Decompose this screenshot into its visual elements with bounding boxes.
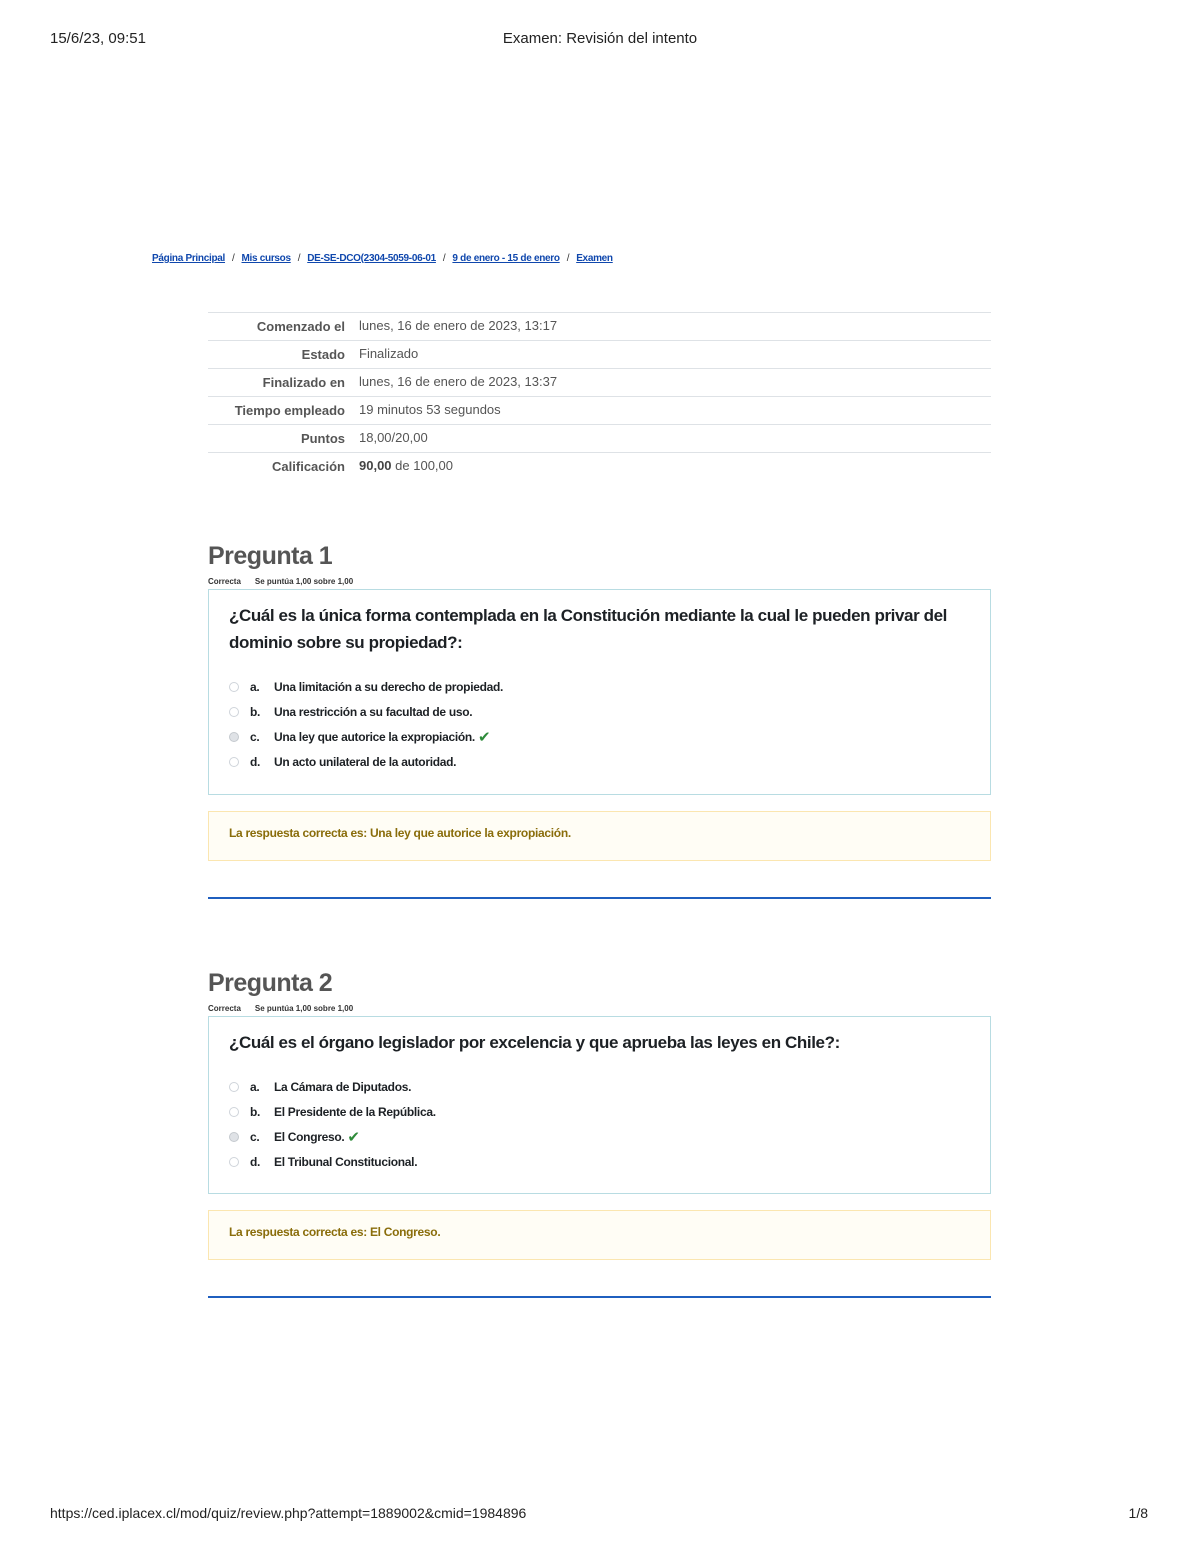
question-status: Correcta	[208, 1004, 241, 1013]
radio-button[interactable]	[229, 682, 239, 692]
radio-button[interactable]	[229, 757, 239, 767]
summary-row-time-taken	[208, 397, 991, 425]
summary-row-state	[208, 341, 991, 369]
question-divider	[208, 897, 991, 899]
breadcrumb-separator: /	[442, 253, 446, 264]
summary-value	[359, 453, 991, 481]
answer-letter: c.	[250, 1129, 260, 1144]
answer-text: Una ley que autorice la expropiación.	[274, 729, 475, 744]
grade-value: 90,00	[359, 458, 392, 473]
radio-button[interactable]	[229, 1157, 239, 1167]
question-info	[208, 1004, 991, 1014]
attempt-summary-table	[208, 312, 991, 480]
question-title: Pregunta 2	[208, 969, 333, 997]
question-text: ¿Cuál es la única forma contemplada en la Constitución mediante la cual le pueden privar del dominio sobre su propiedad?:	[229, 606, 947, 652]
question-box	[208, 589, 991, 795]
correct-answer-feedback: La respuesta correcta es: El Congreso.	[208, 1210, 991, 1260]
print-footer	[50, 1505, 1148, 1525]
answer-letter: b.	[250, 1104, 261, 1119]
answer-letter: a.	[250, 1079, 260, 1094]
answer-text: Un acto unilateral de la autoridad.	[274, 754, 457, 769]
answer-text: El Presidente de la República.	[274, 1104, 436, 1119]
breadcrumb-week-link[interactable]: 9 de enero - 15 de enero	[452, 253, 560, 264]
question-text: ¿Cuál es el órgano legislador por excelencia y que aprueba las leyes en Chile?:	[229, 1033, 840, 1052]
radio-button[interactable]	[229, 707, 239, 717]
summary-label: Estado	[208, 341, 359, 369]
breadcrumb-separator: /	[566, 253, 570, 264]
question-status: Correcta	[208, 577, 241, 586]
breadcrumb-separator: /	[297, 253, 301, 264]
answer-letter: a.	[250, 679, 260, 694]
breadcrumb-course-link[interactable]: DE-SE-DCO(2304-5059-06-01	[307, 253, 436, 264]
summary-label: Finalizado en	[208, 369, 359, 397]
answer-text: Una limitación a su derecho de propiedad.	[274, 679, 504, 694]
radio-button-selected[interactable]	[229, 1132, 239, 1142]
question-2	[208, 969, 991, 1298]
answer-text: Una restricción a su facultad de uso.	[274, 704, 473, 719]
summary-value: lunes, 16 de enero de 2023, 13:37	[359, 369, 991, 397]
breadcrumb	[152, 253, 613, 264]
page-url: https://ced.iplacex.cl/mod/quiz/review.php?attempt=1889002&cmid=1984896	[50, 1505, 527, 1521]
summary-label: Calificación	[208, 453, 359, 481]
question-score: Se puntúa 1,00 sobre 1,00	[254, 1004, 354, 1013]
grade-max: de 100,00	[391, 458, 453, 473]
answer-option-a[interactable]	[229, 674, 970, 699]
answer-text: El Tribunal Constitucional.	[274, 1154, 418, 1169]
breadcrumb-my-courses-link[interactable]: Mis cursos	[241, 253, 291, 264]
print-title: Examen: Revisión del intento	[502, 30, 698, 47]
answer-option-b[interactable]	[229, 1099, 970, 1124]
breadcrumb-separator: /	[232, 253, 235, 264]
answer-option-d[interactable]	[229, 1149, 970, 1174]
question-box	[208, 1016, 991, 1194]
summary-label: Tiempo empleado	[208, 397, 359, 425]
summary-value: lunes, 16 de enero de 2023, 13:17	[359, 313, 991, 341]
page-number: 1/8	[1128, 1505, 1148, 1521]
question-score: Se puntúa 1,00 sobre 1,00	[254, 577, 354, 586]
summary-row-grade	[208, 453, 991, 481]
print-date: 15/6/23, 09:51	[50, 30, 146, 47]
answer-list	[229, 1074, 970, 1174]
summary-row-points	[208, 425, 991, 453]
radio-button-selected[interactable]	[229, 732, 239, 742]
check-icon: ✔	[347, 1128, 360, 1146]
answer-option-c[interactable]	[229, 1124, 970, 1149]
question-info	[208, 577, 991, 587]
answer-letter: d.	[250, 754, 261, 769]
question-divider	[208, 1296, 991, 1298]
summary-label: Puntos	[208, 425, 359, 453]
correct-answer-feedback: La respuesta correcta es: Una ley que autorice la expropiación.	[208, 811, 991, 861]
answer-option-a[interactable]	[229, 1074, 970, 1099]
breadcrumb-home-link[interactable]: Página Principal	[152, 253, 226, 264]
answer-letter: d.	[250, 1154, 261, 1169]
radio-button[interactable]	[229, 1082, 239, 1092]
summary-row-finished	[208, 369, 991, 397]
answer-list	[229, 674, 970, 774]
summary-row-started	[208, 313, 991, 341]
answer-letter: b.	[250, 704, 261, 719]
answer-option-b[interactable]	[229, 699, 970, 724]
answer-letter: c.	[250, 729, 260, 744]
summary-value: 19 minutos 53 segundos	[359, 397, 991, 425]
breadcrumb-exam-link[interactable]: Examen	[576, 253, 613, 264]
summary-label: Comenzado el	[208, 313, 359, 341]
question-title: Pregunta 1	[208, 542, 333, 570]
answer-text: La Cámara de Diputados.	[274, 1079, 412, 1094]
answer-option-c[interactable]	[229, 724, 970, 749]
radio-button[interactable]	[229, 1107, 239, 1117]
question-1	[208, 542, 991, 899]
print-header	[50, 30, 1150, 50]
check-icon: ✔	[477, 728, 491, 746]
summary-value: Finalizado	[359, 341, 991, 369]
answer-option-d[interactable]	[229, 749, 970, 774]
answer-text: El Congreso.	[274, 1129, 345, 1144]
summary-value: 18,00/20,00	[359, 425, 991, 453]
